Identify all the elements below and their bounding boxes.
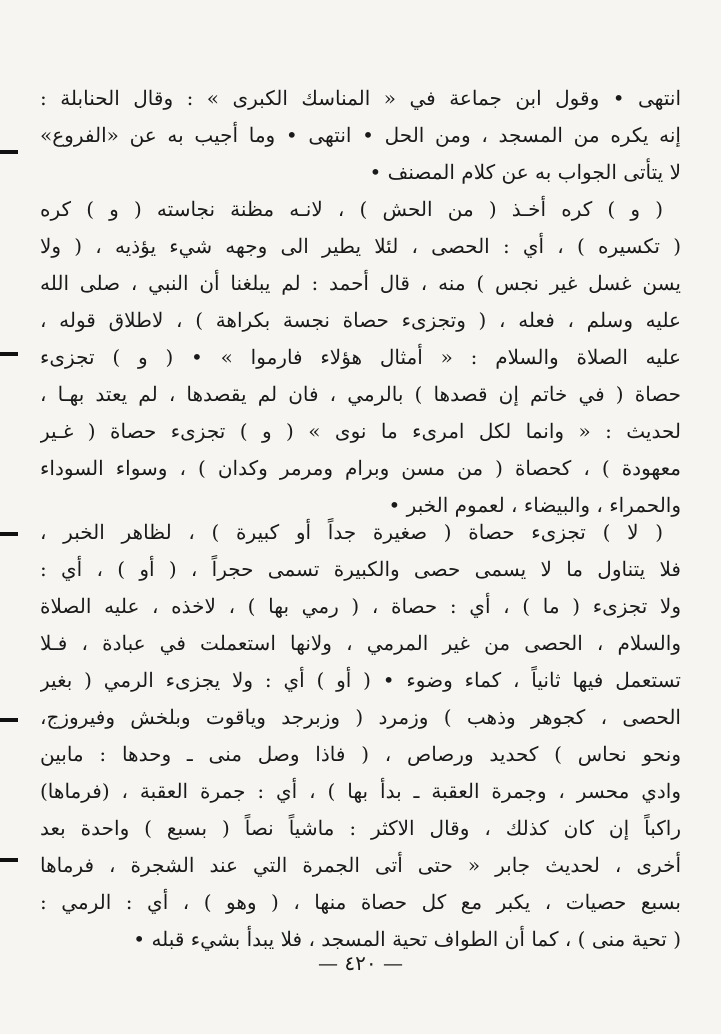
paragraph-1 bbox=[40, 80, 681, 191]
paragraph-2 bbox=[40, 191, 681, 524]
text-line: حصاة ( في خاتم إن قصدها ) بالرمي ، فان لم يقصدها ، لم يعتد بهـا ، bbox=[40, 382, 681, 406]
margin-mark bbox=[0, 858, 18, 862]
text-line: ( تكسيره ) ، أي : الحصى ، لئلا يطير الى وجهه شيء يؤذيه ، ( ولا bbox=[40, 234, 681, 258]
text-line: فلا يتناول ما لا يسمى حصى والكبيرة تسمى حجراً ، ( أو ) ، أي : bbox=[40, 557, 681, 581]
text-line: والحمراء ، والبيضاء ، لعموم الخبر • bbox=[388, 493, 681, 517]
text-line: أخرى ، لحديث جابر « حتى أتى الجمرة التي عند الشجرة ، فرماها bbox=[40, 853, 681, 877]
text-line: معهودة ) ، كحصاة ( من مسن وبرام ومرمر وكدان ) ، وسواء السوداء bbox=[40, 456, 681, 480]
text-line: يسن غسل غير نجس ) منه ، قال أحمد : لم يبلغنا أن النبي ، صلى الله bbox=[40, 271, 681, 295]
page-number: — ٤٢٠ — bbox=[318, 951, 403, 975]
text-line: وادي محسر ، وجمرة العقبة ـ بدأ بها ) ، أي : جمرة العقبة ، (فرماها) bbox=[40, 779, 681, 803]
margin-mark bbox=[0, 532, 18, 536]
margin-mark bbox=[0, 150, 18, 154]
text-line: تستعمل فيها ثانياً ، كماء وضوء • ( أو ) أي : ولا يجزىء الرمي ( بغير bbox=[40, 668, 681, 692]
text-line: انتهى • وقول ابن جماعة في « المناسك الكبرى » : وقال الحنابلة : bbox=[40, 86, 681, 110]
text-line: لحديث : « وانما لكل امرىء ما نوى » ( و ) تجزىء حصاة ( غـير bbox=[40, 419, 681, 443]
text-line: لا يتأتى الجواب به عن كلام المصنف • bbox=[369, 160, 681, 184]
text-line: والسلام ، الحصى من غير المرمي ، ولانها استعملت في عبادة ، فـلا bbox=[40, 631, 681, 655]
text-line: ( و ) كره أخـذ ( من الحش ) ، لانـه مظنة نجاسته ( و ) كره bbox=[40, 197, 663, 221]
text-line: راكباً إن كان كذلك ، وقال الاكثر : ماشياً نصاً ( بسبع ) واحدة بعد bbox=[40, 816, 681, 840]
text-line: إنه يكره من المسجد ، ومن الحل • انتهى • وما أجيب به عن «الفروع» bbox=[40, 123, 681, 147]
margin-mark bbox=[0, 352, 18, 356]
text-line: ( لا ) تجزىء حصاة ( صغيرة جداً أو كبيرة ) ، لظاهر الخبر ، bbox=[40, 520, 663, 544]
text-line: ولا تجزىء ( ما ) ، أي : حصاة ، ( رمي بها ) ، لاخذه ، عليه الصلاة bbox=[40, 594, 681, 618]
text-line: عليه الصلاة والسلام : « أمثال هؤلاء فارموا » • ( و ) تجزىء bbox=[40, 345, 681, 369]
text-line: ( تحية منى ) ، كما أن الطواف تحية المسجد ، فلا يبدأ بشيء قبله • bbox=[133, 927, 681, 951]
text-line: عليه وسلم ، فعله ، ( وتجزىء حصاة نجسة بكراهة ) ، لاطلاق قوله ، bbox=[40, 308, 681, 332]
text-line: الحصى ، كجوهر وذهب ) وزمرد ( وزبرجد وياقوت وبلخش وفيروزج، bbox=[40, 705, 681, 729]
margin-mark bbox=[0, 718, 18, 722]
text-line: بسبع حصيات ، يكبر مع كل حصاة منها ، ( وهو ) ، أي : الرمي : bbox=[40, 890, 681, 914]
text-line: ونحو نحاس ) كحديد ورصاص ، ( فاذا وصل منى ـ وحدها : مابين bbox=[40, 742, 681, 766]
paragraph-3 bbox=[40, 514, 681, 958]
